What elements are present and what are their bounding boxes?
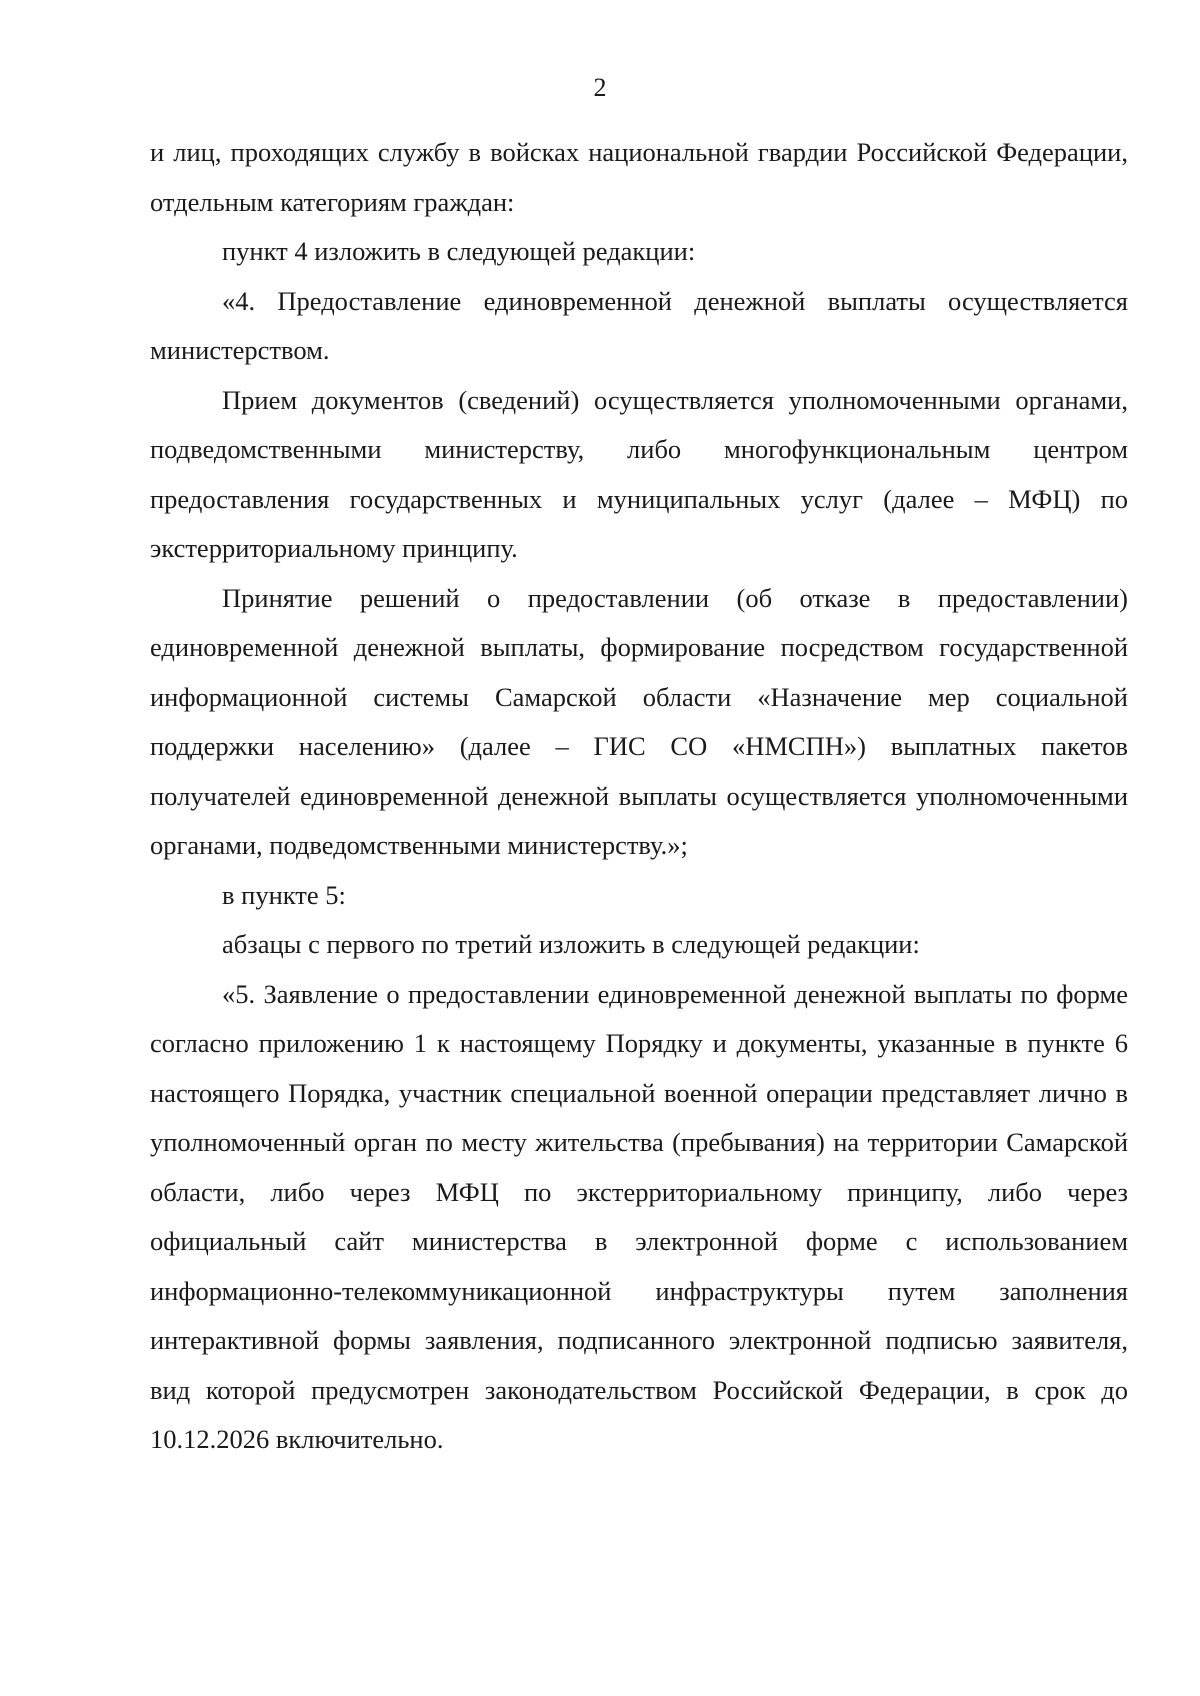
paragraph-point-4-text: «4. Предоставление единовременной денежной выплаты осуществляется министерством. bbox=[150, 285, 1128, 365]
paragraph-in-point-5: в пункте 5: bbox=[222, 879, 346, 910]
paragraph-continuation: и лиц, проходящих службу в войсках национальной гвардии Российской Федерации, отдельным категориям граждан: bbox=[150, 137, 1128, 217]
paragraph-amend-abzats: абзацы с первого по третий изложить в следующей редакции: bbox=[222, 929, 920, 959]
paragraph-decision-making: Принятие решений о предоставлении (об отказе в предоставлении) единовременной денежной выплаты, формирование посредством государственной информационной системы Самарской области «Назначение мер социальной поддержки населению» (далее – ГИС СО «НМСПН») выплатных пакетов получателей единовременной денежной выплаты осуществляется уполномоченными органами, подведомственными министерству.»; bbox=[150, 582, 1128, 860]
paragraph-point-5-text: «5. Заявление о предоставлении единовременной денежной выплаты по форме согласно приложению 1 к настоящему Порядку и документы, указанные в пункте 6 настоящего Порядка, участник специальной военной операции представляет лично в уполномоченный орган по месту жительства (пребывания) на территории Самарской области, либо через МФЦ по экстерриториальному принципу, либо через официальный сайт министерства в электронной форме с использованием информационно-телекоммуникационной инфраструктуры путем заполнения интерактивной формы заявления, подписанного электронной подписью заявителя, вид которой предусмотрен законодательством Российской Федерации, в срок до 10.12.2026 включительно. bbox=[150, 978, 1128, 1454]
document-body bbox=[150, 128, 1128, 1465]
page-number: 2 bbox=[593, 73, 607, 102]
paragraph-amend-point-4: пункт 4 изложить в следующей редакции: bbox=[222, 236, 696, 266]
paragraph-document-reception: Прием документов (сведений) осуществляется уполномоченными органами, подведомственными министерству, либо многофункциональным центром предоставления государственных и муниципальных услуг (далее – МФЦ) по экстерриториальному принципу. bbox=[150, 384, 1128, 563]
